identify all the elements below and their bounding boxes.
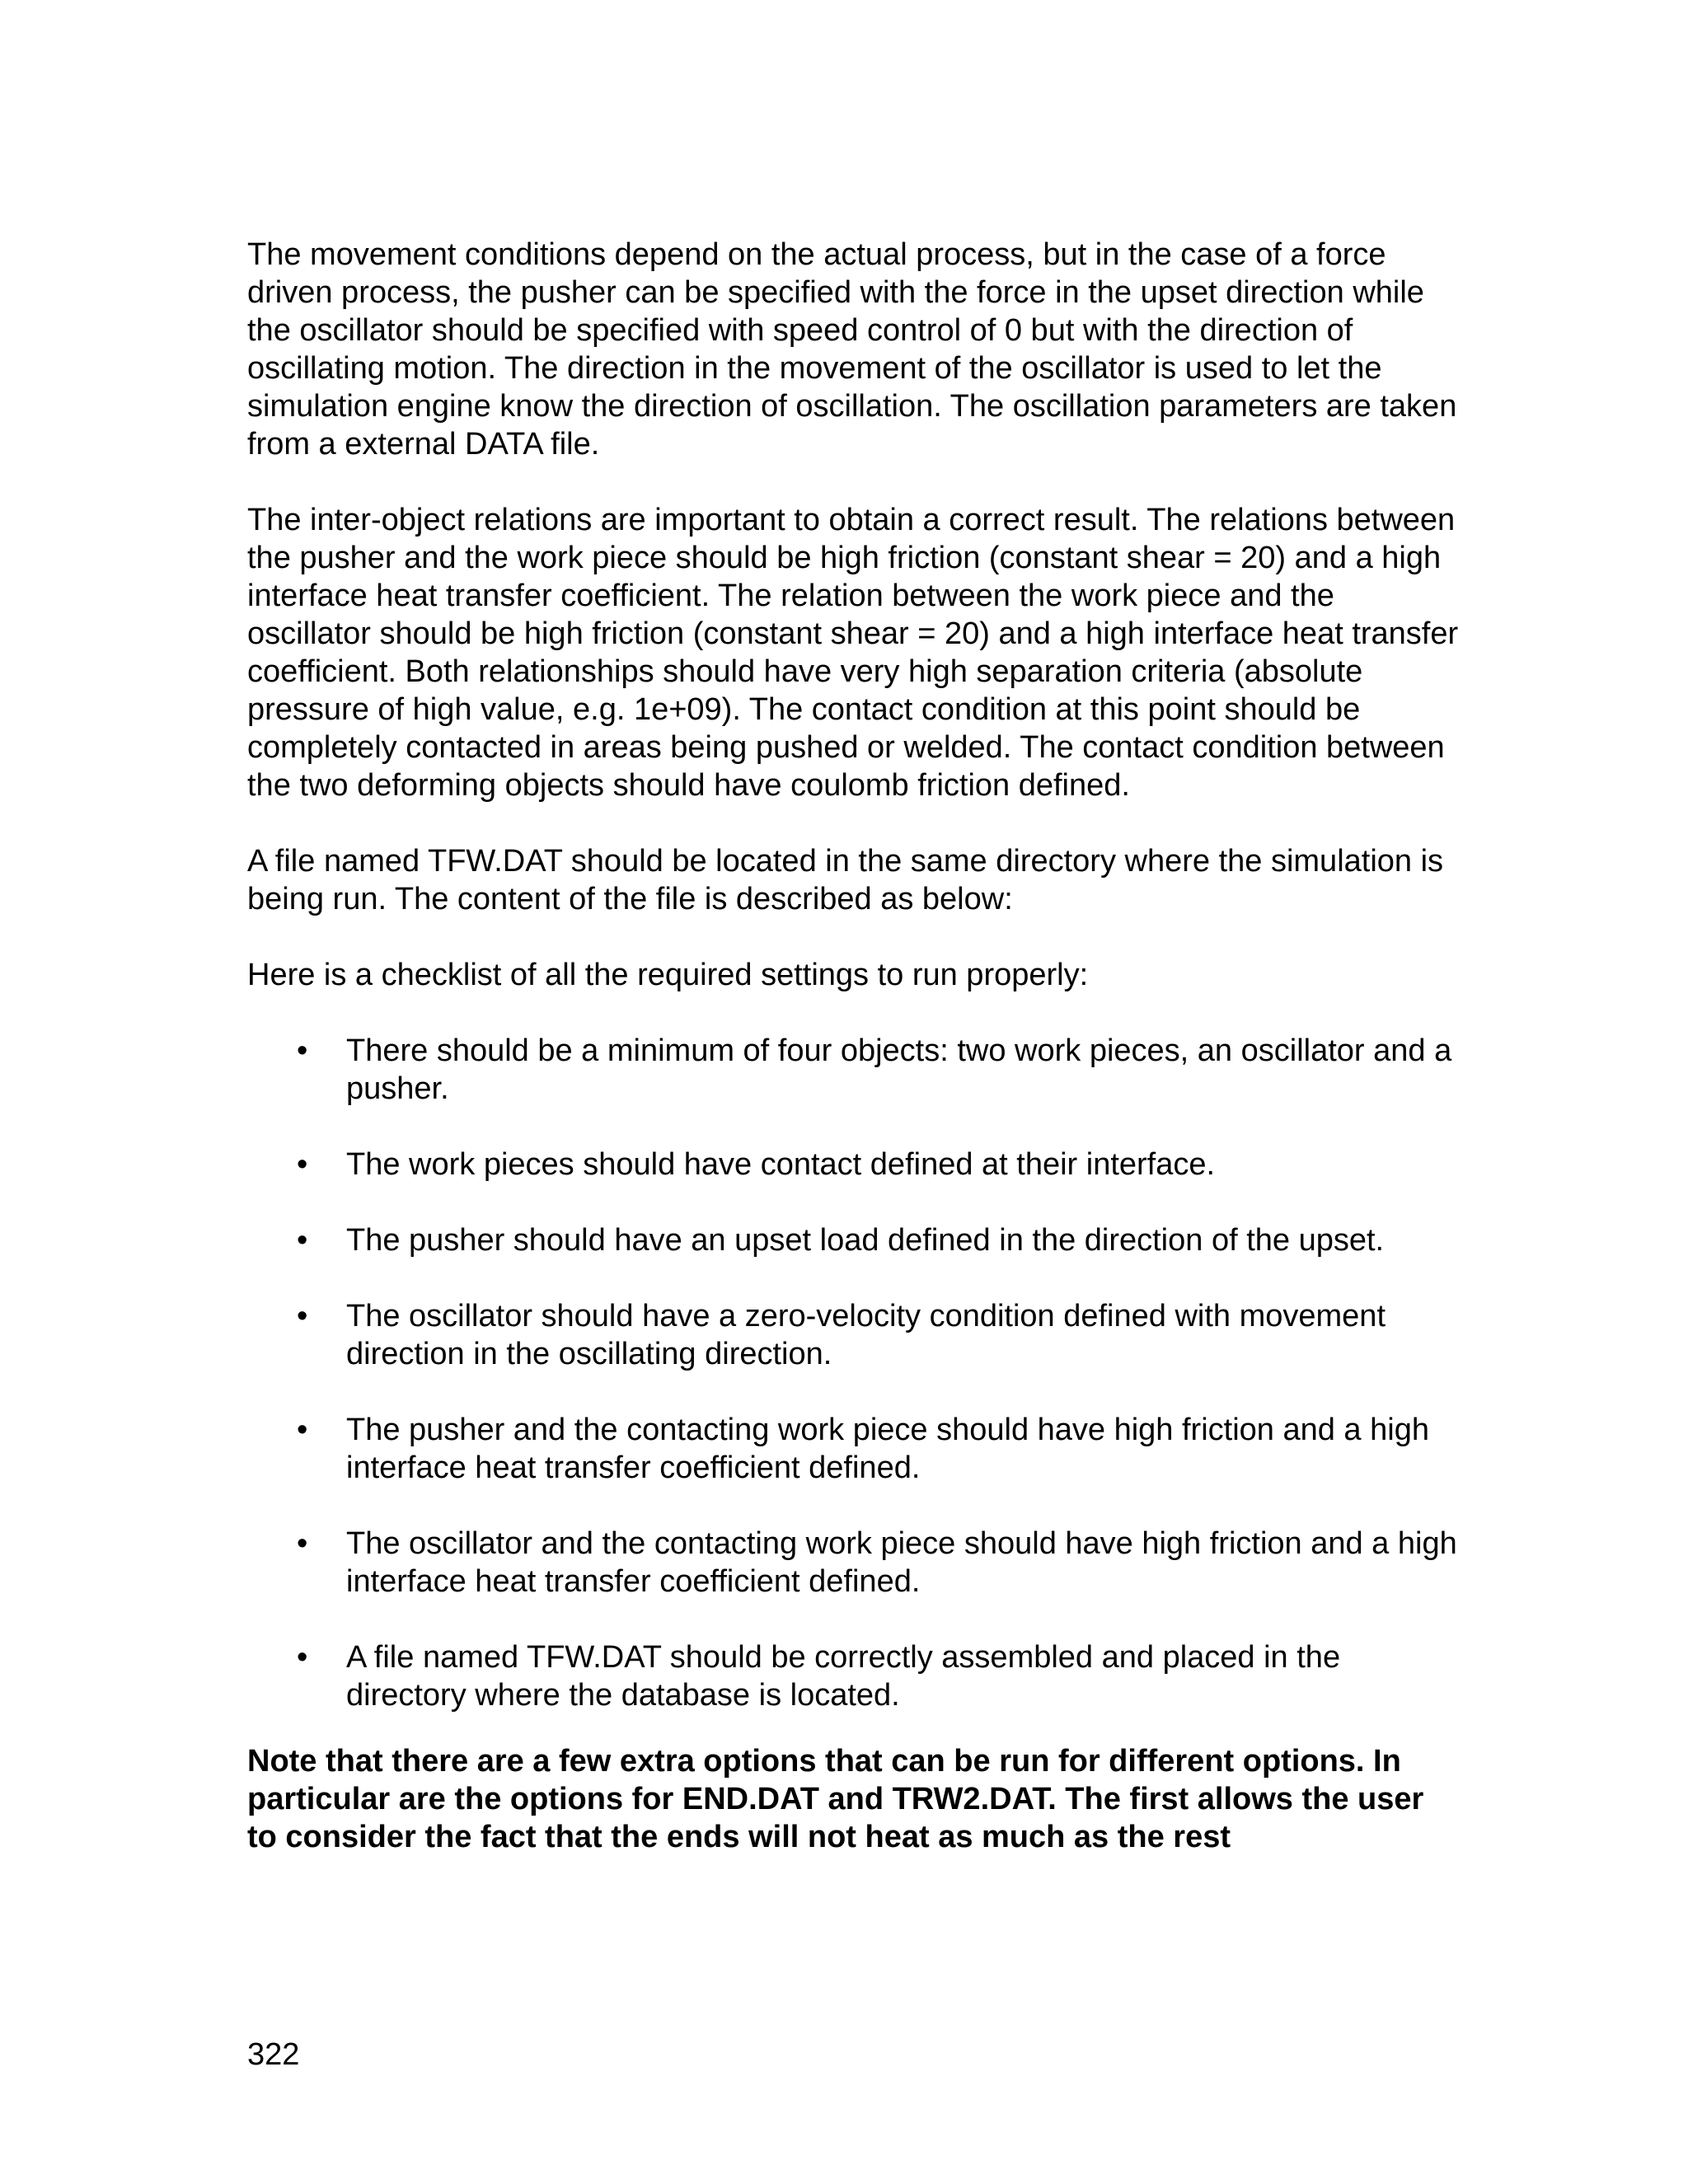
- list-item-text: The oscillator should have a zero-velocity condition defined with movement direction in the oscillating direction.: [346, 1299, 1386, 1371]
- list-item: [247, 1297, 1459, 1373]
- list-item-text: There should be a minimum of four objects: two work pieces, an oscillator and a pusher.: [346, 1033, 1452, 1106]
- bullet-icon: •: [297, 1223, 308, 1258]
- paragraph-checklist-intro: Here is a checklist of all the required settings to run properly:: [247, 958, 1089, 992]
- paragraph-tfw-file: A file named TFW.DAT should be located in the same directory where the simulation is being run. The content of the file is described as below:: [247, 844, 1444, 916]
- bold-note: Note that there are a few extra options that can be run for different options. In particular are the options for END.DAT and TRW2.DAT. The first allows the user to consider the fact that the ends will not heat as much as the rest: [247, 1744, 1424, 1854]
- bullet-icon: •: [297, 1033, 308, 1068]
- bullet-icon: •: [297, 1526, 308, 1561]
- list-item: [247, 1032, 1459, 1108]
- checklist: [247, 1032, 1459, 1714]
- list-item-text: The work pieces should have contact defined at their interface.: [346, 1147, 1216, 1182]
- bullet-icon: •: [297, 1413, 308, 1447]
- list-item: [247, 1221, 1459, 1259]
- list-item: [247, 1638, 1459, 1714]
- bullet-icon: •: [297, 1147, 308, 1182]
- page-number: 322: [247, 2037, 300, 2072]
- list-item-text: The pusher should have an upset load defined in the direction of the upset.: [346, 1223, 1385, 1258]
- paragraph-inter-object-relations: The inter-object relations are important to obtain a correct result. The relations between the pusher and the work piece should be high friction (constant shear = 20) and a high interface heat transfer coefficient. The relation between the work piece and the oscillator should be high friction (constant shear = 20) and a high interface heat transfer coefficient. Both relationships should have very high separation criteria (absolute pressure of high value, e.g. 1e+09). The contact condition at this point should be completely contacted in areas being pushed or welded. The contact condition between the two deforming objects should have coulomb friction defined.: [247, 503, 1459, 803]
- bullet-icon: •: [297, 1640, 308, 1675]
- list-item: [247, 1411, 1459, 1487]
- paragraph-movement-conditions: The movement conditions depend on the actual process, but in the case of a force driven process, the pusher can be specified with the force in the upset direction while the oscillator should be specified with speed control of 0 but with the direction of oscillating motion. The direction in the movement of the oscillator is used to let the simulation engine know the direction of oscillation. The oscillation parameters are taken from a external DATA file.: [247, 237, 1457, 462]
- list-item-text: A file named TFW.DAT should be correctly assembled and placed in the directory where the database is located.: [346, 1640, 1341, 1713]
- list-item: [247, 1146, 1459, 1183]
- list-item-text: The pusher and the contacting work piece should have high friction and a high interface heat transfer coefficient defined.: [346, 1413, 1429, 1485]
- bullet-icon: •: [297, 1299, 308, 1333]
- list-item-text: The oscillator and the contacting work piece should have high friction and a high interface heat transfer coefficient defined.: [346, 1526, 1457, 1599]
- list-item: [247, 1525, 1459, 1601]
- page-content: [247, 236, 1459, 1856]
